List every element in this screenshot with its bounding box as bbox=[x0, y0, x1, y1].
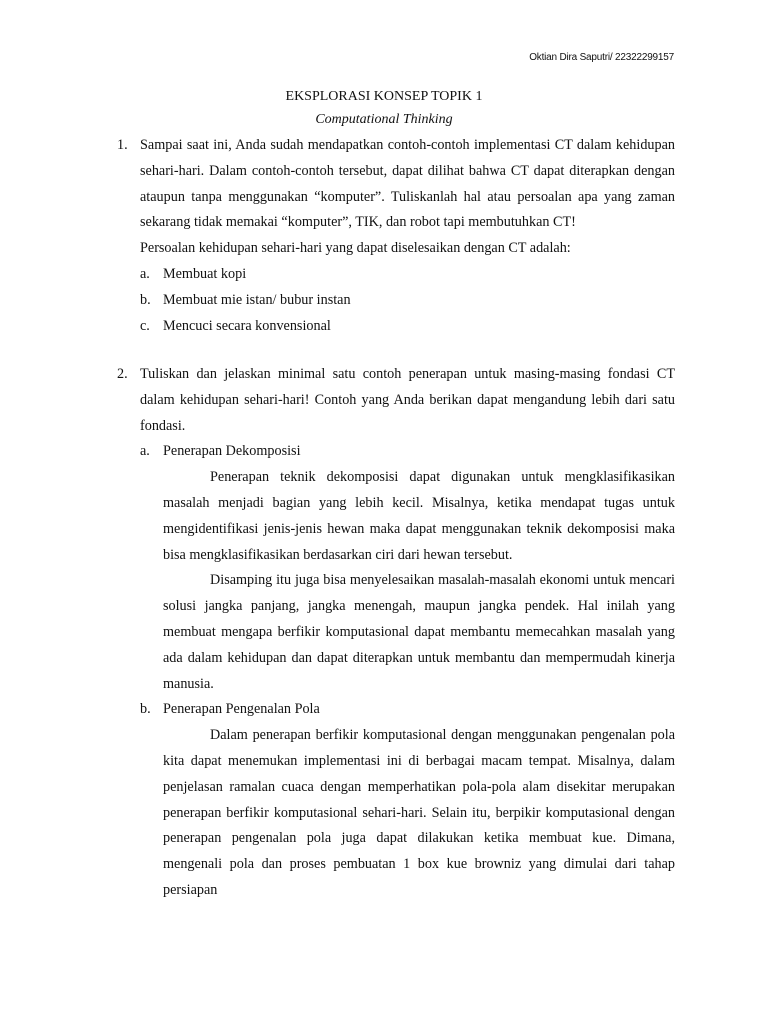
paragraph: Penerapan teknik dekomposisi dapat digunakan untuk mengklasifikasikan masalah menjadi bagian yang lebih kecil. Misalnya, ketika mendapat tugas untuk mengidentifikasi jenis-jenis hewan maka dapat menggunakan teknik dekomposisi maka bisa mengklasifikasikan berdasarkan ciri dari hewan tersebut. bbox=[163, 469, 675, 563]
list-item bbox=[140, 314, 675, 340]
paragraph: Dalam penerapan berfikir komputasional dengan menggunakan pengenalan pola kita dapat menemukan implementasi ini di berbagai macam tempat. Misalnya, dalam penjelasan ramalan cuaca dengan memperhatikan pola-pola alam disekitar merupakan penerapan berfikir komputasional sehari-hari. Selain itu, berpikir komputasional dengan penerapan pengenalan pola juga dapat dilakukan ketika membuat kue. Dimana, mengenali pola dan proses pembuatan 1 box kue browniz yang dimulai dari tahap persiapan bbox=[163, 727, 675, 898]
list-item-text: Mencuci secara konvensional bbox=[163, 317, 331, 334]
question-1-text: Sampai saat ini, Anda sudah mendapatkan contoh-contoh implementasi CT dalam kehidupan sehari-hari. Dalam contoh-contoh tersebut, dapat dilihat bahwa CT dapat diterapkan dengan ataupun tanpa menggunakan “komputer”. Tuliskanlah hal atau persoalan apa yang zaman sekarang tidak memakai “komputer”, TIK, dan robot tapi membutuhkan CT! bbox=[140, 137, 675, 231]
paragraph: Disamping itu juga bisa menyelesaikan masalah-masalah ekonomi untuk mencari solusi jangka panjang, jangka menengah, maupun jangka pendek. Hal inilah yang membuat mengapa berfikir komputasional dapat membantu memecahkan masalah yang ada dalam kehidupan dan dapat diterapkan untuk membantu dan mempermudah kinerja manusia. bbox=[163, 572, 675, 692]
question-2-number: 2. bbox=[117, 366, 128, 382]
list-item-letter: c. bbox=[140, 317, 150, 334]
list-item-text: Membuat kopi bbox=[163, 265, 247, 282]
question-1 bbox=[117, 133, 675, 339]
question-2-text: Tuliskan dan jelaskan minimal satu contoh penerapan untuk masing-masing fondasi CT dalam kehidupan sehari-hari! Contoh yang Anda berikan dapat mengandung lebih dari satu fondasi. bbox=[140, 366, 675, 434]
section-title: Penerapan Dekomposisi bbox=[163, 443, 301, 460]
list-item-letter: a. bbox=[140, 265, 150, 282]
question-2 bbox=[117, 362, 675, 904]
question-1-number: 1. bbox=[117, 137, 128, 153]
list-item-text: Membuat mie istan/ bubur instan bbox=[163, 291, 351, 308]
section-title: Penerapan Pengenalan Pola bbox=[163, 701, 320, 718]
list-item bbox=[140, 262, 675, 288]
list-item-letter: b. bbox=[140, 291, 151, 308]
section-letter: b. bbox=[140, 701, 151, 718]
list-item bbox=[140, 288, 675, 314]
document-title: EKSPLORASI KONSEP TOPIK 1 bbox=[285, 89, 483, 104]
section-letter: a. bbox=[140, 443, 150, 460]
section-heading bbox=[140, 697, 675, 723]
section-heading bbox=[140, 439, 675, 465]
question-1-answer-intro: Persoalan kehidupan sehari-hari yang dapat diselesaikan dengan CT adalah: bbox=[140, 240, 571, 257]
document-subtitle: Computational Thinking bbox=[315, 112, 453, 127]
author-header: Oktian Dira Saputri/ 22322299157 bbox=[529, 52, 674, 63]
